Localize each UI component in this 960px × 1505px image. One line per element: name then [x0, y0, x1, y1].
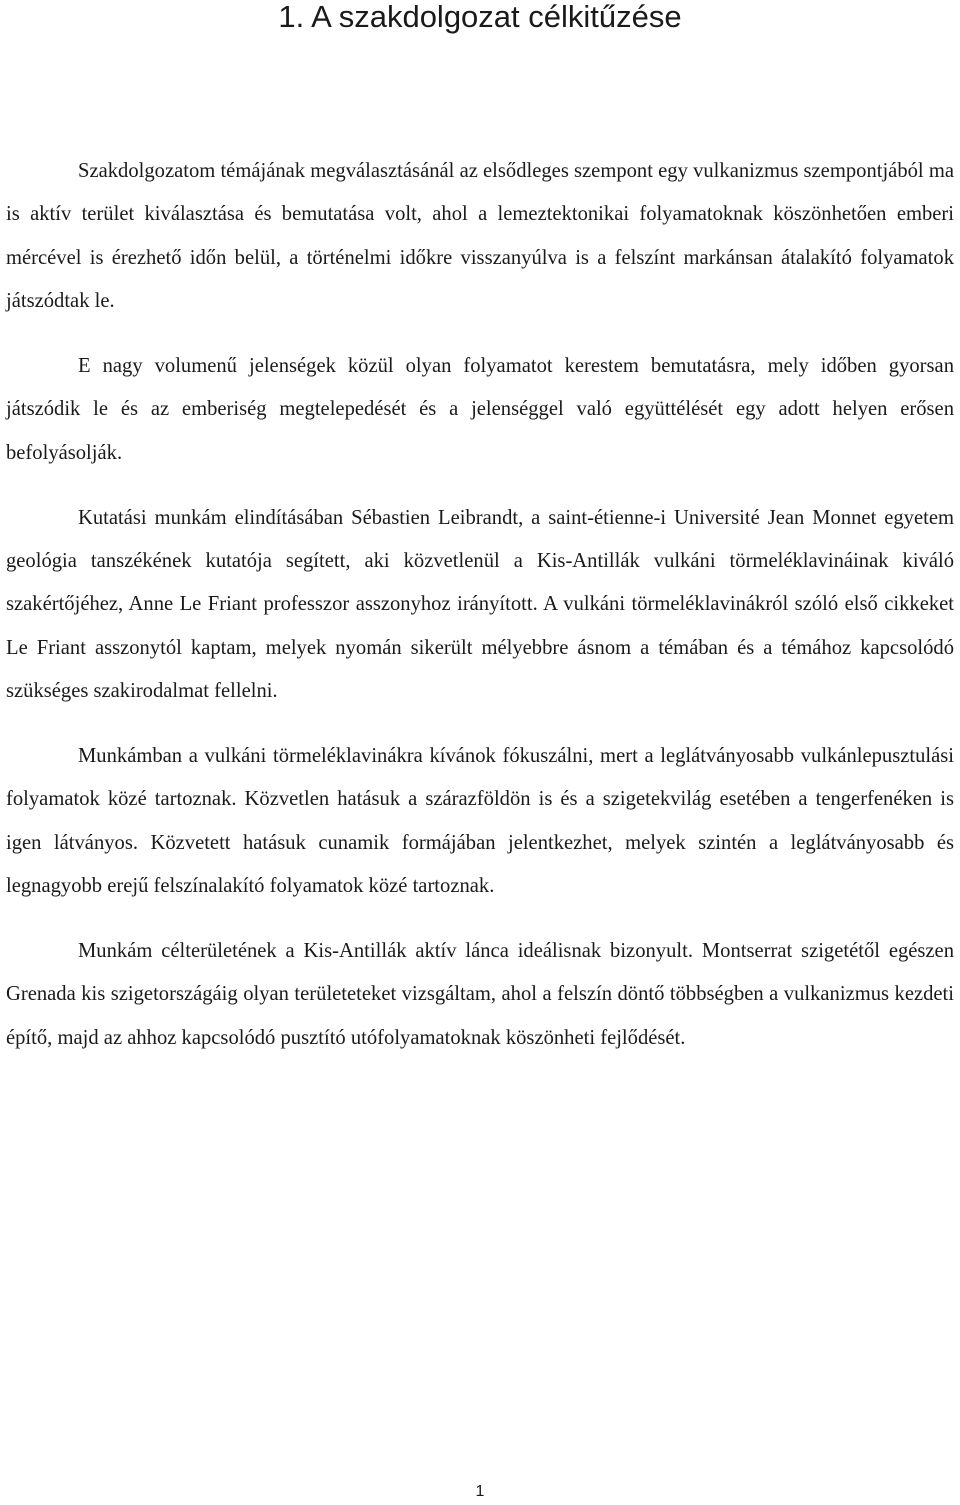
page-title: 1. A szakdolgozat célkitűzése [278, 0, 682, 34]
paragraph-4: Munkámban a vulkáni törmeléklavinákra kívánok fókuszálni, mert a leglátványosabb vulkánlepusztulási folyamatok közé tartoznak. Közvetlen hatásuk a szárazföldön is és a szigetekvilág esetében a tengerfenéken is igen látványos. Közvetett hatásuk cunamik formájában jelentkezhet, melyek szintén a leglátványosabb és legnagyobb erejű felszínalakító folyamatok közé tartoznak. [6, 744, 954, 897]
paragraph-5: Munkám célterületének a Kis-Antillák aktív lánca ideálisnak bizonyult. Montserrat szigetétől egészen Grenada kis szigetországáig olyan területeteket vizsgáltam, ahol a felszín döntő többségben a vulkanizmus kezdeti építő, majd az ahhoz kapcsolódó pusztító utófolyamatoknak köszönheti fejlődését. [6, 939, 954, 1049]
paragraph-2: E nagy volumenű jelenségek közül olyan folyamatot kerestem bemutatásra, mely időben gyorsan játszódik le és az emberiség megtelepedését és a jelenséggel való együttélését egy adott helyen erősen befolyásolják. [6, 354, 954, 464]
paragraph-1: Szakdolgozatom témájának megválasztásánál az elsődleges szempont egy vulkanizmus szempontjából ma is aktív terület kiválasztása és bemutatása volt, ahol a lemeztektonikai folyamatoknak köszönhetően emberi mércével is érezhető időn belül, a történelmi időkre visszanyúlva is a felszínt markánsan átalakító folyamatok játszódtak le. [6, 160, 954, 312]
paragraph-3: Kutatási munkám elindításában Sébastien Leibrandt, a saint-étienne-i Université Jean Monnet egyetem geológia tanszékének kutatója segített, aki közvetlenül a Kis-Antillák vulkáni törmeléklavináinak kiváló szakértőjéhez, Anne Le Friant professzor asszonyhoz irányított. A vulkáni törmeléklavinákról szóló első cikkeket Le Friant asszonytól kaptam, melyek nyomán sikerült mélyebbre ásnom a témában és a témához kapcsolódó szükséges szakirodalmat fellelni. [6, 506, 954, 702]
page-number: 1 [475, 1483, 485, 1500]
body-text [6, 150, 954, 1060]
